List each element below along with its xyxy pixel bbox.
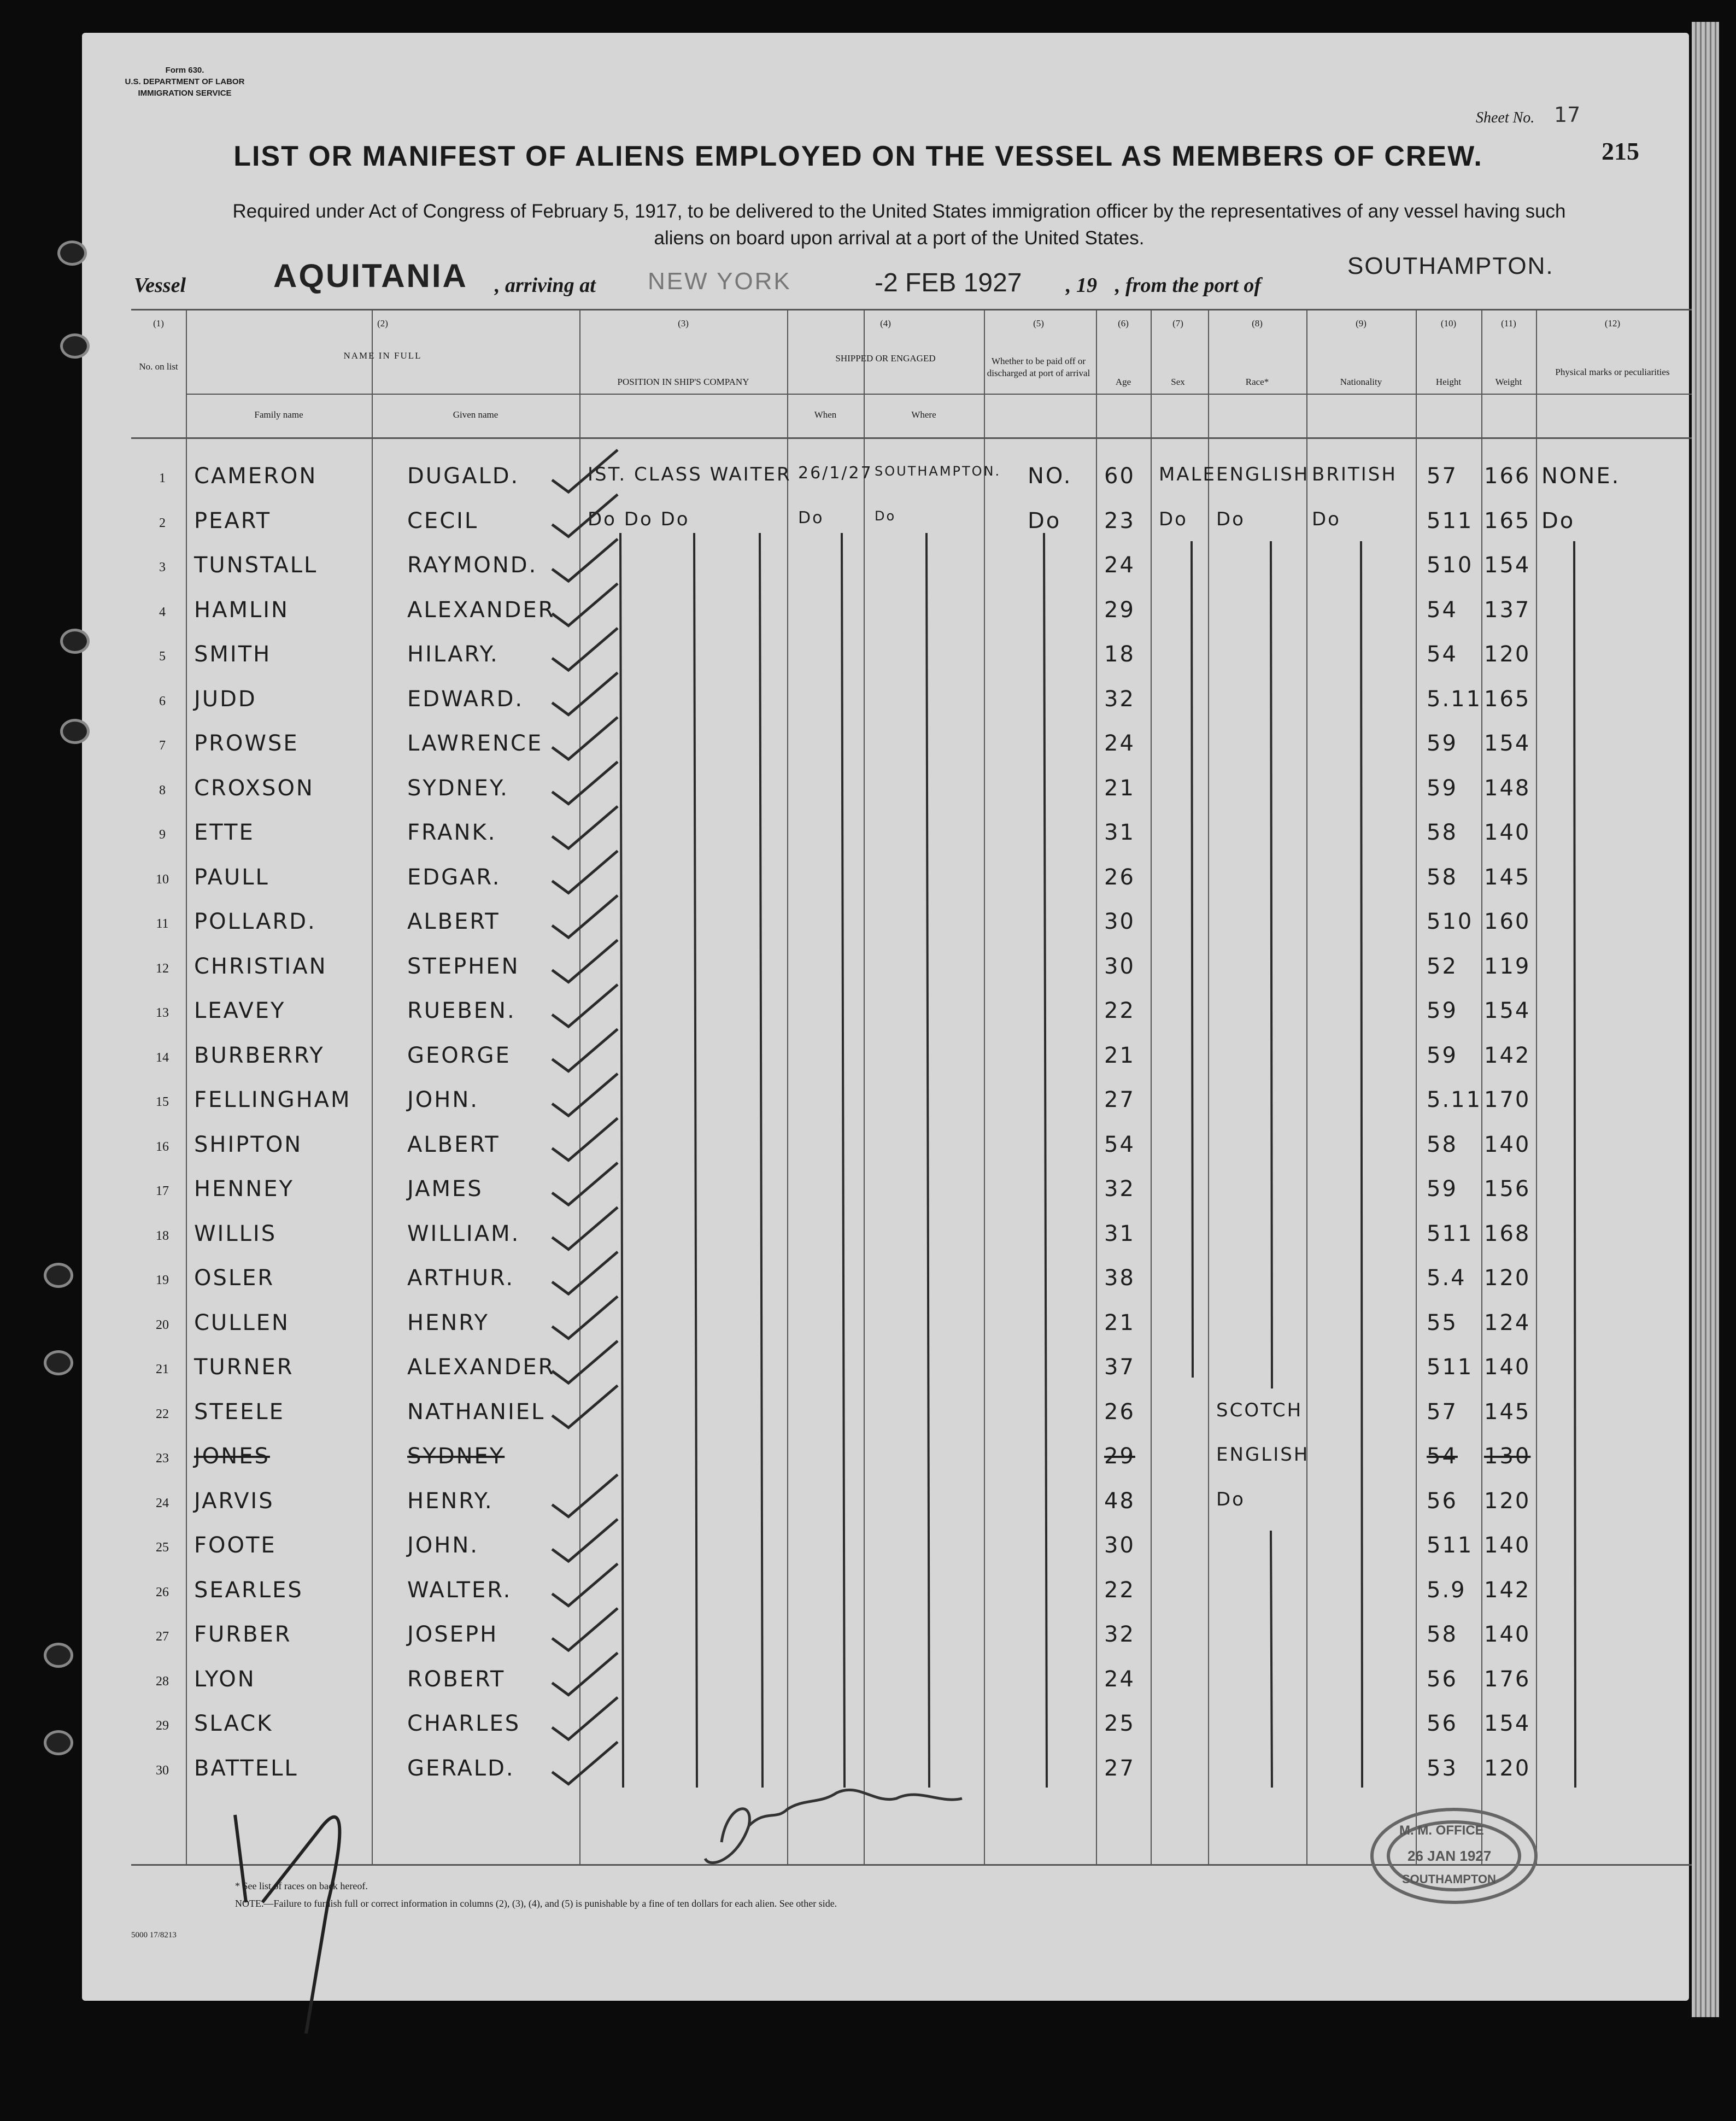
stamp-date: 26 JAN 1927 [1407, 1848, 1492, 1864]
col-where: Where [911, 409, 936, 420]
row-number: 26 [156, 1585, 169, 1599]
row-number: 8 [159, 783, 166, 798]
height: 5.11 [1427, 1087, 1482, 1112]
weight: 142 [1484, 1577, 1531, 1603]
given-name: ALEXANDER [407, 597, 555, 623]
check-tick [552, 806, 618, 848]
height: 511 [1427, 1221, 1474, 1246]
weight: 120 [1484, 1265, 1531, 1291]
row-number: 25 [156, 1540, 169, 1555]
height: 58 [1427, 1622, 1458, 1647]
races-footnote: * See list of races on back hereof. [235, 1880, 368, 1891]
check-tick [552, 1697, 618, 1739]
col-name-in-full: NAME IN FULL [343, 350, 422, 361]
given-name: WILLIAM. [407, 1221, 520, 1246]
signature [705, 1790, 962, 1862]
given-name: ARTHUR. [407, 1265, 515, 1291]
age: 32 [1104, 686, 1135, 712]
given-name: CECIL [407, 508, 479, 534]
row-number: 12 [156, 961, 169, 976]
height: 52 [1427, 953, 1458, 979]
requirement-line-2: aliens on board upon arrival at a port of the United States. [654, 227, 1145, 249]
col-shipped: SHIPPED OR ENGAGED [835, 353, 936, 364]
row-number: 17 [156, 1184, 169, 1198]
column-number: (5) [1033, 318, 1044, 329]
col-family-name: Family name [254, 409, 303, 420]
column-number: (2) [377, 318, 388, 329]
given-name: JOSEPH [407, 1622, 498, 1647]
column-number: (3) [678, 318, 689, 329]
col-age: Age [1115, 377, 1131, 387]
weight: 120 [1484, 642, 1531, 667]
col-weight: Weight [1495, 377, 1522, 387]
requirement-line-1: Required under Act of Congress of February 5, 1917, to be delivered to the United States immigration officer by the representatives of any vessel having such [232, 201, 1566, 222]
check-tick [552, 895, 618, 938]
row-number: 9 [159, 828, 166, 842]
check-tick [552, 584, 618, 626]
age: 26 [1104, 1399, 1135, 1425]
height: 58 [1427, 864, 1458, 890]
family-name: HENNEY [194, 1176, 294, 1202]
physical-marks: NONE. [1541, 464, 1621, 489]
race: SCOTCH [1216, 1399, 1303, 1421]
stamp-port: SOUTHAMPTON [1402, 1872, 1496, 1886]
given-name: ALBERT [407, 909, 500, 934]
weight: 120 [1484, 1488, 1531, 1514]
vessel-label: Vessel [134, 274, 186, 297]
given-name: RUEBEN. [407, 998, 516, 1023]
family-name: CHRISTIAN [194, 953, 327, 979]
height: 54 [1427, 597, 1458, 623]
family-name: SEARLES [194, 1577, 303, 1603]
age: 22 [1104, 998, 1135, 1023]
check-tick [552, 1475, 618, 1517]
weight: 140 [1484, 1355, 1531, 1380]
nationality: Do [1312, 508, 1341, 530]
check-tick [552, 1208, 618, 1250]
given-name: ALBERT [407, 1132, 500, 1157]
row-number: 2 [159, 515, 166, 530]
age: 32 [1104, 1176, 1135, 1202]
col-race: Race* [1245, 377, 1269, 387]
tick-marks [552, 450, 618, 1784]
age: 32 [1104, 1622, 1135, 1647]
shipped-when: Do [798, 508, 824, 528]
row-number: 29 [156, 1719, 169, 1733]
weight: 119 [1484, 953, 1531, 979]
check-tick [552, 1163, 618, 1205]
weight: 124 [1484, 1310, 1531, 1335]
check-tick [552, 1074, 618, 1116]
row-number: 5 [159, 649, 166, 664]
weight: 170 [1484, 1087, 1531, 1112]
check-tick [552, 717, 618, 759]
height: 56 [1427, 1711, 1458, 1736]
weight: 154 [1484, 998, 1531, 1023]
age: 48 [1104, 1488, 1135, 1514]
weight: 140 [1484, 1132, 1531, 1157]
form-number: Form 630. [165, 66, 204, 75]
height: 59 [1427, 775, 1458, 801]
col-paid-off: Whether to be paid off or discharged at port of arrival [987, 356, 1090, 378]
weight: 156 [1484, 1176, 1531, 1202]
family-name: POLLARD. [194, 909, 316, 934]
col-given-name: Given name [453, 409, 498, 420]
family-name: TUNSTALL [194, 553, 318, 578]
age: 24 [1104, 553, 1135, 578]
weight: 140 [1484, 1622, 1531, 1647]
col-when: When [814, 409, 837, 420]
check-tick [552, 1118, 618, 1161]
given-name: STEPHEN [407, 953, 520, 979]
height: 511 [1427, 508, 1474, 534]
row-number: 6 [159, 694, 166, 708]
col-height: Height [1435, 377, 1462, 387]
weight: 154 [1484, 553, 1531, 578]
row-number: 7 [159, 739, 166, 753]
physical-marks: Do [1541, 508, 1575, 534]
row-number: 23 [156, 1451, 169, 1466]
age: 54 [1104, 1132, 1135, 1157]
height: 5.4 [1427, 1265, 1467, 1291]
family-name: FELLINGHAM [194, 1087, 351, 1112]
weight: 165 [1484, 508, 1531, 534]
age: 37 [1104, 1355, 1135, 1380]
row-number: 19 [156, 1273, 169, 1287]
race: ENGLISH [1216, 464, 1310, 485]
weight: 165 [1484, 686, 1531, 712]
row-number: 27 [156, 1630, 169, 1644]
age: 38 [1104, 1265, 1135, 1291]
age: 29 [1104, 597, 1135, 623]
given-name: SYDNEY [407, 1444, 505, 1469]
column-number: (10) [1440, 318, 1457, 329]
height: 56 [1427, 1666, 1458, 1692]
col-physical-marks: Physical marks or peculiarities [1555, 367, 1670, 377]
height: 59 [1427, 1042, 1458, 1068]
row-number: 1 [159, 471, 166, 485]
document-title: LIST OR MANIFEST OF ALIENS EMPLOYED ON THE VESSEL AS MEMBERS OF CREW. [233, 140, 1483, 172]
weight: 176 [1484, 1666, 1531, 1692]
age: 18 [1104, 642, 1135, 667]
height: 58 [1427, 820, 1458, 845]
column-number: (6) [1118, 318, 1129, 329]
check-tick [552, 628, 618, 670]
from-port-label: , from the port of [1115, 274, 1262, 297]
given-name: JOHN. [407, 1087, 479, 1112]
height: 55 [1427, 1310, 1458, 1335]
family-name: LEAVEY [194, 998, 286, 1023]
age: 25 [1104, 1711, 1135, 1736]
given-name: LAWRENCE [407, 731, 543, 756]
height: 57 [1427, 1399, 1458, 1425]
arrival-date-stamp: -2 FEB 1927 [875, 268, 1022, 297]
vessel-name: AQUITANIA [273, 257, 468, 294]
check-tick [552, 539, 618, 581]
arrival-port: NEW YORK [648, 268, 791, 295]
shipped-where: SOUTHAMPTON. [875, 464, 1001, 479]
weight: 154 [1484, 731, 1531, 756]
sex: Do [1159, 508, 1188, 530]
stamp-office: M. M. OFFICE [1399, 1823, 1484, 1838]
row-number: 14 [156, 1050, 169, 1065]
age: 30 [1104, 909, 1135, 934]
given-name: HENRY. [407, 1488, 494, 1514]
check-tick [552, 762, 618, 804]
department-name: U.S. DEPARTMENT OF LABOR [125, 77, 245, 86]
age: 22 [1104, 1577, 1135, 1603]
nationality: BRITISH [1312, 464, 1397, 485]
row-number: 30 [156, 1763, 169, 1778]
family-name: PAULL [194, 864, 269, 890]
check-tick [552, 985, 618, 1027]
sheet-label: Sheet No. [1476, 109, 1535, 126]
height: 511 [1427, 1355, 1474, 1380]
given-name: EDWARD. [407, 686, 524, 712]
family-name: FOOTE [194, 1533, 277, 1558]
row-number: 11 [156, 917, 169, 931]
weight: 145 [1484, 1399, 1531, 1425]
height: 58 [1427, 1132, 1458, 1157]
family-name: JARVIS [194, 1488, 274, 1514]
family-name: CAMERON [194, 464, 318, 489]
row-number: 20 [156, 1317, 169, 1332]
year-label: , 19 [1066, 274, 1097, 297]
given-name: GEORGE [407, 1042, 511, 1068]
ditto-lines [620, 533, 1575, 1788]
row-number: 4 [159, 605, 166, 619]
family-name: CROXSON [194, 775, 314, 801]
row-number: 10 [156, 872, 169, 887]
height: 59 [1427, 1176, 1458, 1202]
given-name: ALEXANDER [407, 1355, 555, 1380]
height: 510 [1427, 553, 1474, 578]
given-name: SYDNEY. [407, 775, 509, 801]
given-name: CHARLES [407, 1711, 521, 1736]
given-name: DUGALD. [407, 464, 520, 489]
arriving-label: , arriving at [495, 274, 596, 297]
given-name: HILARY. [407, 642, 499, 667]
col-position: POSITION IN SHIP'S COMPANY [617, 377, 749, 387]
row-number: 22 [156, 1407, 169, 1421]
given-name: FRANK. [407, 820, 497, 845]
check-tick [552, 1252, 618, 1294]
row-number: 24 [156, 1496, 169, 1510]
family-name: CULLEN [194, 1310, 290, 1335]
height: 5.11 [1427, 686, 1482, 712]
weight: 120 [1484, 1755, 1531, 1781]
weight: 166 [1484, 464, 1531, 489]
position: IST. CLASS WAITER [588, 464, 791, 485]
age: 21 [1104, 1310, 1135, 1335]
column-number: (7) [1172, 318, 1183, 329]
family-name: PEART [194, 508, 272, 534]
given-name: RAYMOND. [407, 553, 538, 578]
row-number: 15 [156, 1095, 169, 1109]
age: 60 [1104, 464, 1135, 489]
given-name: NATHANIEL [407, 1399, 546, 1425]
check-tick [552, 940, 618, 982]
race: Do [1216, 1488, 1245, 1510]
col-sex: Sex [1171, 377, 1185, 387]
weight: 148 [1484, 775, 1531, 801]
check-tick [552, 495, 618, 537]
family-name: LYON [194, 1666, 256, 1692]
family-name: JONES [194, 1444, 270, 1469]
check-tick [552, 1297, 618, 1339]
service-name: IMMIGRATION SERVICE [138, 89, 232, 98]
check-tick [552, 1653, 618, 1695]
age: 30 [1104, 953, 1135, 979]
given-name: HENRY [407, 1310, 489, 1335]
height: 59 [1427, 998, 1458, 1023]
family-name: SLACK [194, 1711, 273, 1736]
column-number: (12) [1604, 318, 1621, 329]
shipped-where: Do [875, 508, 896, 524]
age: 29 [1104, 1444, 1135, 1469]
height: 510 [1427, 909, 1474, 934]
family-name: OSLER [194, 1265, 275, 1291]
check-tick [552, 1519, 618, 1561]
check-tick [552, 1386, 618, 1428]
height: 56 [1427, 1488, 1458, 1514]
column-number: (11) [1501, 318, 1516, 329]
family-name: STEELE [194, 1399, 285, 1425]
family-name: ETTE [194, 820, 255, 845]
column-number: (9) [1356, 318, 1366, 329]
row-number: 28 [156, 1674, 169, 1689]
check-tick [552, 1608, 618, 1650]
check-tick [552, 1564, 618, 1606]
column-number: (1) [153, 318, 164, 329]
height: 57 [1427, 464, 1458, 489]
age: 24 [1104, 1666, 1135, 1692]
row-number: 13 [156, 1006, 169, 1020]
row-number: 18 [156, 1228, 169, 1243]
paid-off: Do [1028, 508, 1061, 534]
age: 27 [1104, 1087, 1135, 1112]
age: 31 [1104, 1221, 1135, 1246]
weight: 168 [1484, 1221, 1531, 1246]
margin-pencil-mark [235, 1815, 339, 2034]
family-name: SMITH [194, 642, 272, 667]
given-name: ROBERT [407, 1666, 506, 1692]
age: 21 [1104, 1042, 1135, 1068]
weight: 140 [1484, 1533, 1531, 1558]
height: 53 [1427, 1755, 1458, 1781]
given-name: JOHN. [407, 1533, 479, 1558]
given-name: GERALD. [407, 1755, 515, 1781]
paid-off: NO. [1028, 464, 1072, 489]
height: 511 [1427, 1533, 1474, 1558]
race: ENGLISH [1216, 1444, 1310, 1466]
family-name: WILLIS [194, 1221, 277, 1246]
weight: 137 [1484, 597, 1531, 623]
page-number: 215 [1602, 137, 1639, 165]
given-name: WALTER. [407, 1577, 512, 1603]
check-tick [552, 1341, 618, 1383]
row-number: 21 [156, 1362, 169, 1376]
weight: 160 [1484, 909, 1531, 934]
age: 23 [1104, 508, 1135, 534]
family-name: JUDD [194, 686, 257, 712]
column-number: (4) [880, 318, 891, 329]
check-tick [552, 1742, 618, 1784]
age: 26 [1104, 864, 1135, 890]
check-tick [552, 851, 618, 893]
age: 24 [1104, 731, 1135, 756]
penalty-note: NOTE.—Failure to furnish full or correct information in columns (2), (3), (4), and (5) is punishable by a fine of ten dollars for each alien. See other side. [235, 1898, 837, 1909]
age: 30 [1104, 1533, 1135, 1558]
weight: 142 [1484, 1042, 1531, 1068]
weight: 154 [1484, 1711, 1531, 1736]
age: 21 [1104, 775, 1135, 801]
check-tick [552, 450, 618, 492]
col-nationality: Nationality [1340, 377, 1382, 387]
column-number: (8) [1252, 318, 1263, 329]
height: 54 [1427, 642, 1458, 667]
row-number: 16 [156, 1139, 169, 1154]
height: 59 [1427, 731, 1458, 756]
height: 5.9 [1427, 1577, 1467, 1603]
print-code: 5000 17/8213 [131, 1931, 177, 1940]
family-name: TURNER [194, 1355, 294, 1380]
weight: 140 [1484, 820, 1531, 845]
family-name: BURBERRY [194, 1042, 325, 1068]
check-tick [552, 1029, 618, 1071]
given-name: EDGAR. [407, 864, 501, 890]
position: Do Do Do [588, 508, 690, 530]
given-name: JAMES [407, 1176, 483, 1202]
sheet-number: 17 [1554, 103, 1581, 127]
family-name: FURBER [194, 1622, 292, 1647]
age: 31 [1104, 820, 1135, 845]
family-name: PROWSE [194, 731, 299, 756]
family-name: HAMLIN [194, 597, 289, 623]
row-number: 3 [159, 560, 166, 575]
family-name: SHIPTON [194, 1132, 303, 1157]
sex: MALE [1159, 464, 1217, 485]
departure-port: SOUTHAMPTON. [1347, 253, 1554, 279]
age: 27 [1104, 1755, 1135, 1781]
height: 54 [1427, 1444, 1458, 1469]
weight: 130 [1484, 1444, 1531, 1469]
weight: 145 [1484, 864, 1531, 890]
check-tick [552, 673, 618, 715]
race: Do [1216, 508, 1245, 530]
family-name: BATTELL [194, 1755, 298, 1781]
col-no-on-list: No. on list [139, 361, 178, 372]
shipped-when: 26/1/27 [798, 464, 873, 483]
